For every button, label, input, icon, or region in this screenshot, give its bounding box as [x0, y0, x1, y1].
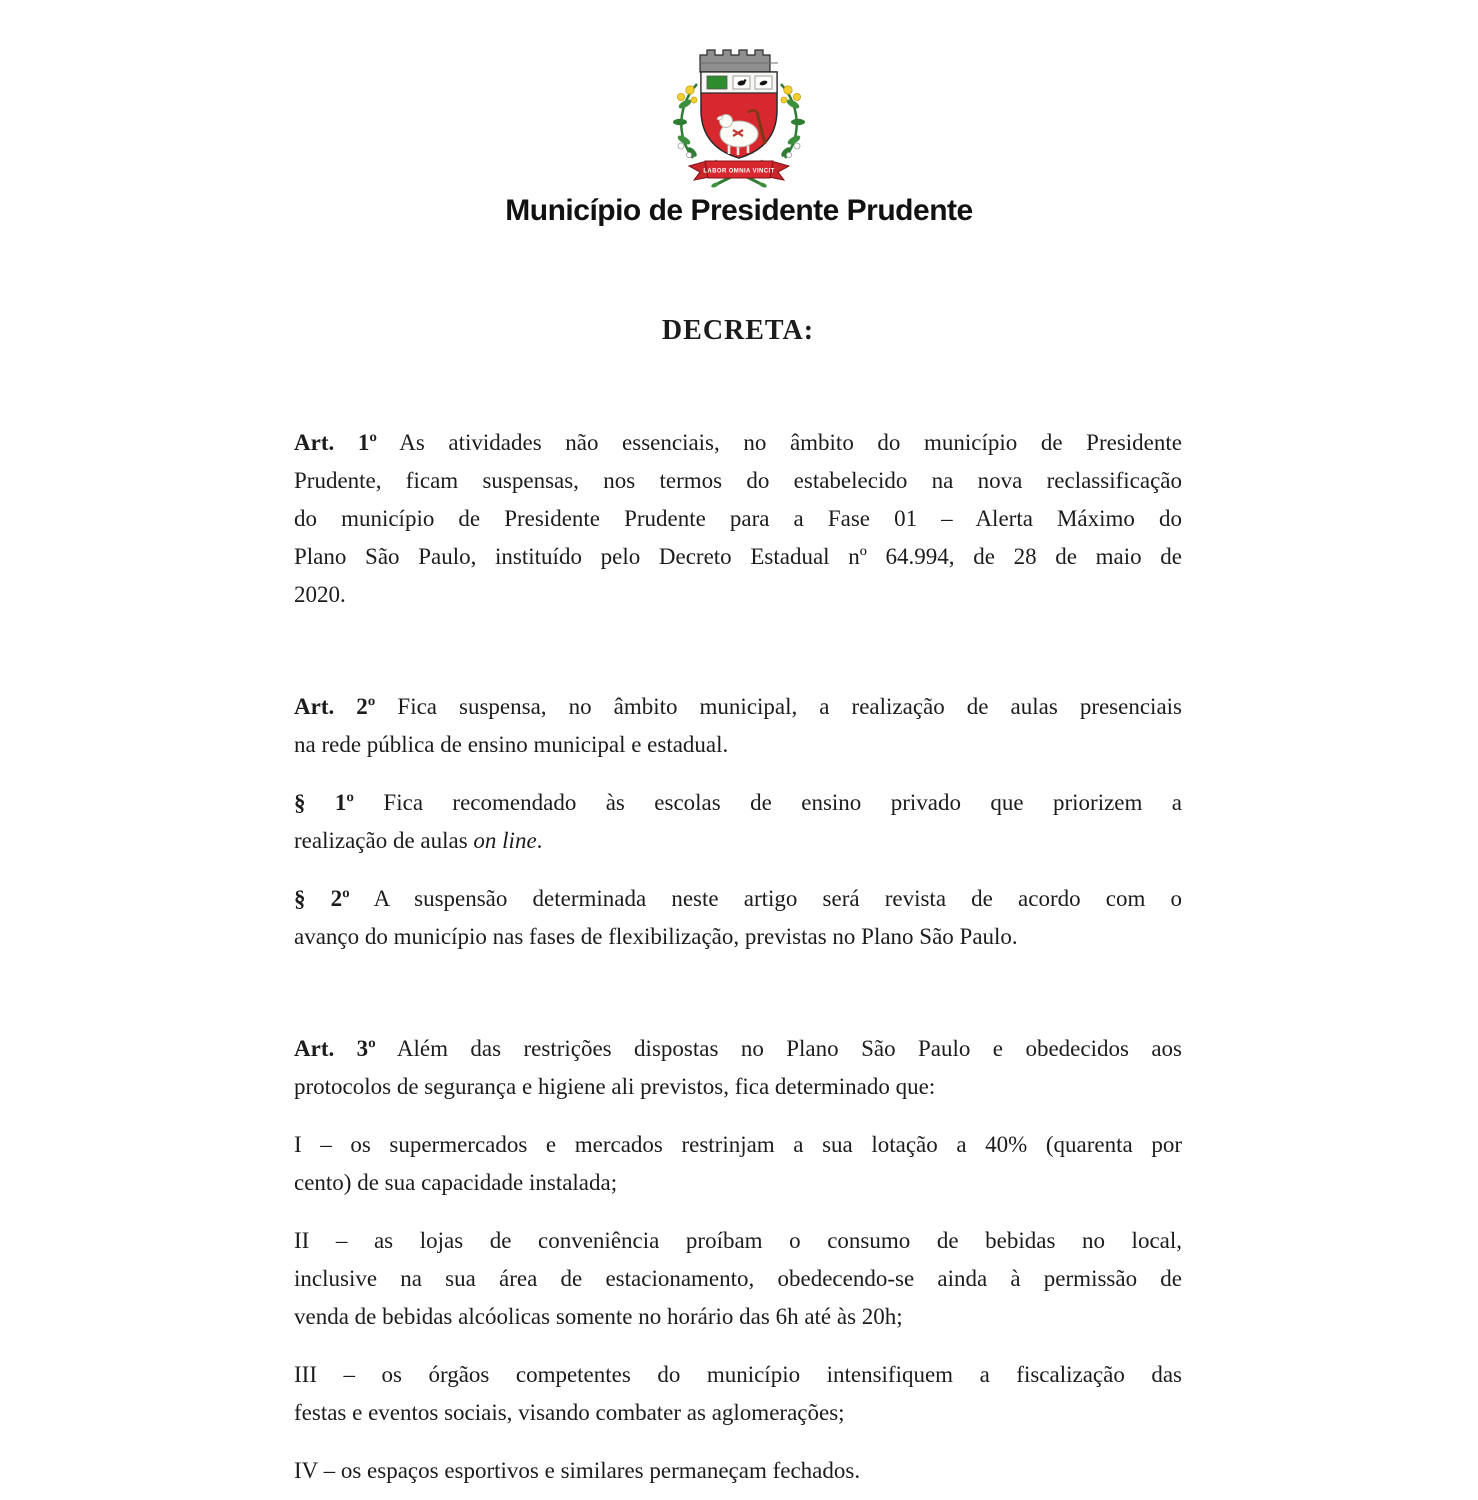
text-line: na rede pública de ensino municipal e estadual.	[294, 732, 729, 757]
text-line: Art. 1º As atividades não essenciais, no âmbito do município de Presidente	[294, 430, 1182, 455]
motto-ribbon	[689, 161, 789, 180]
text-line: § 2º A suspensão determinada neste artigo será revista de acordo com o	[294, 886, 1182, 911]
text-line: protocolos de segurança e higiene ali previstos, fica determinado que:	[294, 1074, 936, 1099]
paragraph-art-3	[294, 1030, 1182, 1106]
paragraph-item-iii	[294, 1356, 1182, 1432]
chief-charge-green	[707, 76, 727, 89]
text-line: Art. 2º Fica suspensa, no âmbito municipal, a realização de aulas presenciais	[294, 694, 1182, 719]
text-line: II – as lojas de conveniência proíbam o consumo de bebidas no local,	[294, 1228, 1182, 1253]
text-line: inclusive na sua área de estacionamento, obedecendo-se ainda à permissão de	[294, 1266, 1182, 1291]
text-line: do município de Presidente Prudente para a Fase 01 – Alerta Máximo do	[294, 506, 1182, 531]
paragraph-art-2	[294, 688, 1182, 764]
decree-paragraphs	[294, 424, 1182, 1490]
text-line: realização de aulas on line.	[294, 828, 543, 853]
text-line: III – os órgãos competentes do município intensifiquem a fiscalização das	[294, 1362, 1182, 1387]
right-branch	[780, 84, 805, 158]
paragraph-item-i	[294, 1126, 1182, 1202]
text-line: 2020.	[294, 582, 346, 607]
left-branch	[673, 84, 698, 158]
text-line: IV – os espaços esportivos e similares permaneçam fechados.	[294, 1458, 861, 1483]
paragraph-item-iv	[294, 1452, 1182, 1490]
municipal-coat-of-arms-icon	[659, 42, 819, 192]
text-line: Art. 3º Além das restrições dispostas no Plano São Paulo e obedecidos aos	[294, 1036, 1182, 1061]
decree-body	[294, 312, 1182, 1490]
municipality-title: Município de Presidente Prudente	[505, 194, 973, 227]
paragraph-art-1	[294, 424, 1182, 614]
mural-crown	[700, 50, 770, 72]
text-line: I – os supermercados e mercados restrinjam a sua lotação a 40% (quarenta por	[294, 1132, 1182, 1157]
chief-charge-bird-2	[755, 76, 772, 89]
text-line: festas e eventos sociais, visando combater as aglomerações;	[294, 1400, 845, 1425]
text-line: § 1º Fica recomendado às escolas de ensino privado que priorizem a	[294, 790, 1183, 815]
text-line: Plano São Paulo, instituído pelo Decreto Estadual nº 64.994, de 28 de maio de	[294, 544, 1182, 569]
text-line: cento) de sua capacidade instalada;	[294, 1170, 618, 1195]
document-header	[0, 0, 1478, 228]
paragraph-item-ii	[294, 1222, 1182, 1336]
text-line: venda de bebidas alcóolicas somente no horário das 6h até às 20h;	[294, 1304, 903, 1329]
decreta-heading: DECRETA:	[661, 315, 815, 346]
chief-charge-bird-1	[733, 76, 750, 89]
text-line: Prudente, ficam suspensas, nos termos do estabelecido na nova reclassificação	[294, 468, 1182, 493]
paragraph-par-2	[294, 880, 1182, 956]
paragraph-par-1	[294, 784, 1182, 860]
motto-text: LABOR OMNIA VINCIT	[703, 168, 775, 175]
text-line: avanço do município nas fases de flexibilização, previstas no Plano São Paulo.	[294, 924, 1018, 949]
